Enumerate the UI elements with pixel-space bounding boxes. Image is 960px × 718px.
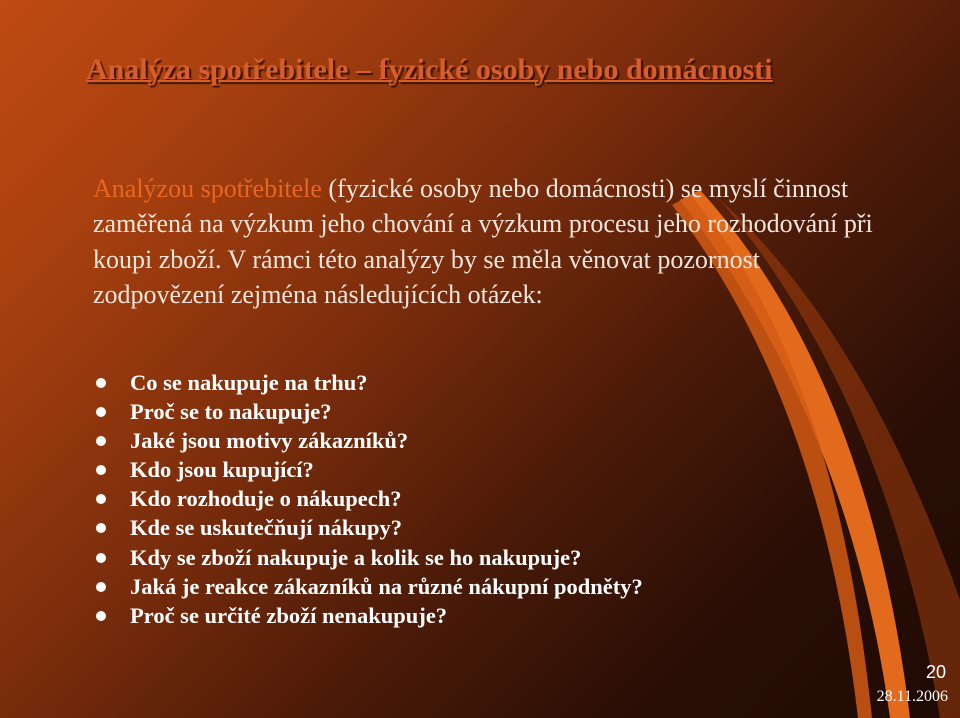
intro-text: (fyzické osoby nebo domácnosti) se myslí činnost zaměřená na výzkum jeho chování a výzkum procesu jeho rozhodování při koupi zboží. V rámci této analýzy by se měla věnovat pozornost zodpovězení zejména následujících otázek: <box>93 174 873 309</box>
bullet-icon <box>96 378 106 388</box>
list-item <box>94 513 643 542</box>
list-item <box>94 572 643 601</box>
intro-highlight: Analýzou spotřebitele <box>93 174 322 203</box>
list-item <box>94 368 643 397</box>
bullet-icon <box>96 436 106 446</box>
question-text: Kdo rozhoduje o nákupech? <box>130 486 402 512</box>
question-text: Kdy se zboží nakupuje a kolik se ho nakupuje? <box>130 544 582 570</box>
bullet-icon <box>96 582 106 592</box>
list-item <box>94 484 643 513</box>
question-text: Kde se uskutečňují nákupy? <box>130 515 402 541</box>
list-item <box>94 426 643 455</box>
question-text: Kdo jsou kupující? <box>130 457 314 483</box>
bullet-icon <box>96 523 106 533</box>
question-text: Jaké jsou motivy zákazníků? <box>130 428 409 454</box>
slide-title: Analýza spotřebitele – fyzické osoby nebo domácnosti <box>86 53 773 86</box>
question-text: Proč se to nakupuje? <box>130 399 332 425</box>
slide-date: 28.11.2006 <box>876 688 948 705</box>
list-item <box>94 543 643 572</box>
page-number: 20 <box>925 662 946 682</box>
question-text: Proč se určité zboží nenakupuje? <box>130 602 448 628</box>
list-item <box>94 397 643 426</box>
question-text: Jaká je reakce zákazníků na různé nákupní podněty? <box>130 573 643 599</box>
intro-paragraph <box>93 171 883 312</box>
question-text: Co se nakupuje na trhu? <box>130 370 368 395</box>
question-list <box>94 368 643 630</box>
bullet-icon <box>96 407 106 417</box>
bullet-icon <box>96 494 106 504</box>
list-item <box>94 601 643 630</box>
bullet-icon <box>96 611 106 621</box>
bullet-icon <box>96 553 106 563</box>
list-item <box>94 455 643 484</box>
bullet-icon <box>96 465 106 475</box>
